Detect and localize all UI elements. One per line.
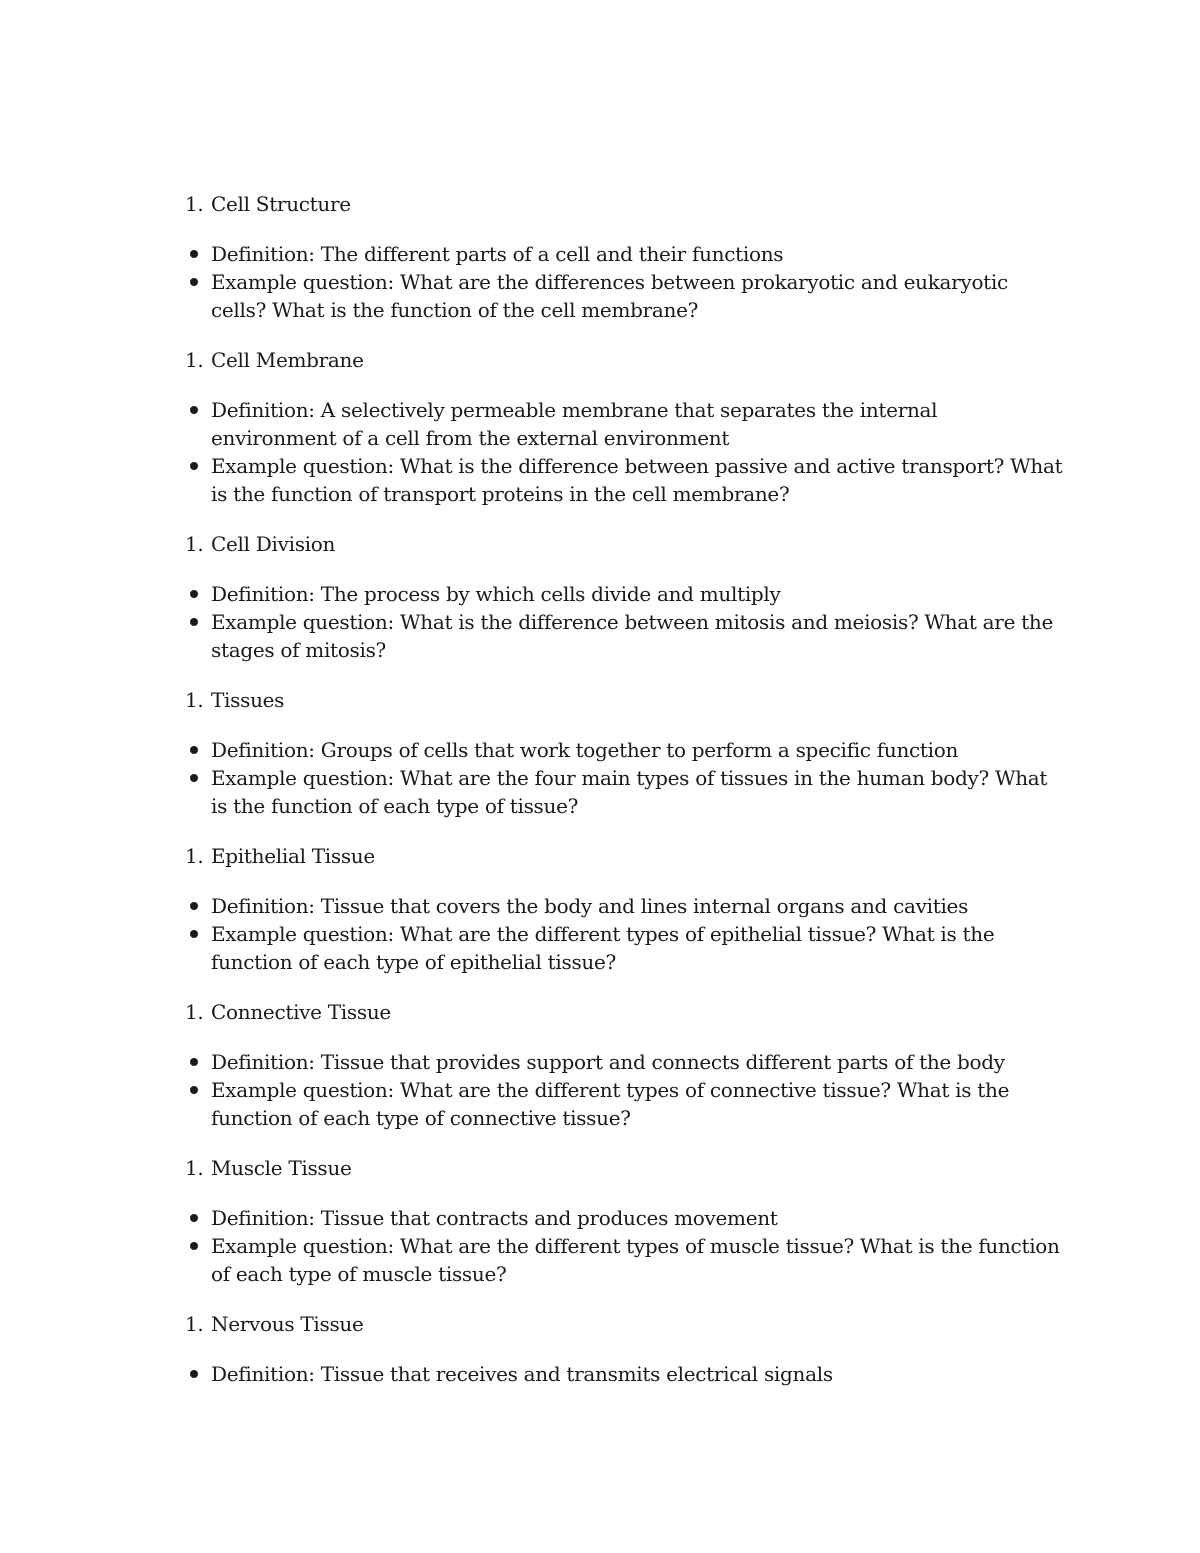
definition-text: Definition: The process by which cells divide and multiply	[211, 582, 781, 606]
definition-text: Definition: Groups of cells that work together to perform a specific function	[211, 738, 959, 762]
definition-text: Definition: The different parts of a cell and their functions	[211, 242, 784, 266]
definition-item	[185, 1360, 1065, 1388]
question-text: Example question: What is the difference between mitosis and meiosis? What are the stages of mitosis?	[211, 610, 1054, 662]
section-heading	[185, 1310, 1065, 1338]
bullet-list	[185, 240, 1065, 324]
section-cell-membrane	[185, 346, 1065, 508]
bullet-icon	[190, 278, 198, 286]
bullet-icon	[190, 774, 198, 782]
section-title: Cell Division	[211, 532, 336, 556]
list-number: 1.	[185, 192, 204, 216]
bullet-icon	[190, 1370, 198, 1378]
definition-item	[185, 580, 1065, 608]
definition-item	[185, 1048, 1065, 1076]
section-title: Connective Tissue	[211, 1000, 391, 1024]
definition-item	[185, 396, 1065, 452]
definition-text: Definition: Tissue that contracts and produces movement	[211, 1206, 778, 1230]
question-item	[185, 452, 1065, 508]
definition-text: Definition: Tissue that receives and transmits electrical signals	[211, 1362, 833, 1386]
section-connective-tissue	[185, 998, 1065, 1132]
section-title: Nervous Tissue	[211, 1312, 364, 1336]
section-heading	[185, 686, 1065, 714]
list-number: 1.	[185, 844, 204, 868]
definition-item	[185, 892, 1065, 920]
question-item	[185, 1076, 1065, 1132]
list-number: 1.	[185, 532, 204, 556]
list-number: 1.	[185, 688, 204, 712]
bullet-icon	[190, 1058, 198, 1066]
list-number: 1.	[185, 1000, 204, 1024]
question-item	[185, 1232, 1065, 1288]
question-item	[185, 268, 1065, 324]
bullet-icon	[190, 1086, 198, 1094]
question-text: Example question: What are the different types of muscle tissue? What is the function of each type of muscle tissue?	[211, 1234, 1060, 1286]
bullet-icon	[190, 618, 198, 626]
question-text: Example question: What are the different types of connective tissue? What is the function of each type of connective tissue?	[211, 1078, 1010, 1130]
bullet-list	[185, 580, 1065, 664]
question-text: Example question: What is the difference between passive and active transport? What is the function of transport proteins in the cell membrane?	[211, 454, 1063, 506]
section-heading	[185, 190, 1065, 218]
section-epithelial-tissue	[185, 842, 1065, 976]
question-item	[185, 920, 1065, 976]
question-item	[185, 764, 1065, 820]
bullet-list	[185, 1360, 1065, 1388]
bullet-icon	[190, 902, 198, 910]
bullet-icon	[190, 462, 198, 470]
definition-item	[185, 1204, 1065, 1232]
section-title: Epithelial Tissue	[211, 844, 375, 868]
bullet-icon	[190, 930, 198, 938]
bullet-list	[185, 1204, 1065, 1288]
section-heading	[185, 1154, 1065, 1182]
section-title: Cell Membrane	[211, 348, 364, 372]
question-text: Example question: What are the different types of epithelial tissue? What is the function of each type of epithelial tissue?	[211, 922, 995, 974]
definition-item	[185, 736, 1065, 764]
section-title: Tissues	[211, 688, 285, 712]
section-muscle-tissue	[185, 1154, 1065, 1288]
section-title: Muscle Tissue	[211, 1156, 352, 1180]
bullet-list	[185, 1048, 1065, 1132]
section-heading	[185, 842, 1065, 870]
definition-text: Definition: A selectively permeable membrane that separates the internal environment of a cell from the external environment	[211, 398, 938, 450]
section-nervous-tissue	[185, 1310, 1065, 1388]
definition-text: Definition: Tissue that provides support and connects different parts of the body	[211, 1050, 1005, 1074]
section-tissues	[185, 686, 1065, 820]
section-cell-structure	[185, 190, 1065, 324]
section-title: Cell Structure	[211, 192, 351, 216]
list-number: 1.	[185, 1312, 204, 1336]
bullet-icon	[190, 1242, 198, 1250]
question-item	[185, 608, 1065, 664]
definition-item	[185, 240, 1065, 268]
bullet-list	[185, 736, 1065, 820]
section-heading	[185, 346, 1065, 374]
bullet-icon	[190, 746, 198, 754]
question-text: Example question: What are the four main types of tissues in the human body? What is the function of each type of tissue?	[211, 766, 1048, 818]
list-number: 1.	[185, 1156, 204, 1180]
bullet-icon	[190, 406, 198, 414]
section-cell-division	[185, 530, 1065, 664]
section-heading	[185, 530, 1065, 558]
bullet-list	[185, 396, 1065, 508]
bullet-icon	[190, 250, 198, 258]
bullet-list	[185, 892, 1065, 976]
bullet-icon	[190, 590, 198, 598]
section-heading	[185, 998, 1065, 1026]
list-number: 1.	[185, 348, 204, 372]
bullet-icon	[190, 1214, 198, 1222]
document-body	[185, 190, 1065, 1410]
definition-text: Definition: Tissue that covers the body and lines internal organs and cavities	[211, 894, 969, 918]
question-text: Example question: What are the differences between prokaryotic and eukaryotic cells? What is the function of the cell membrane?	[211, 270, 1008, 322]
